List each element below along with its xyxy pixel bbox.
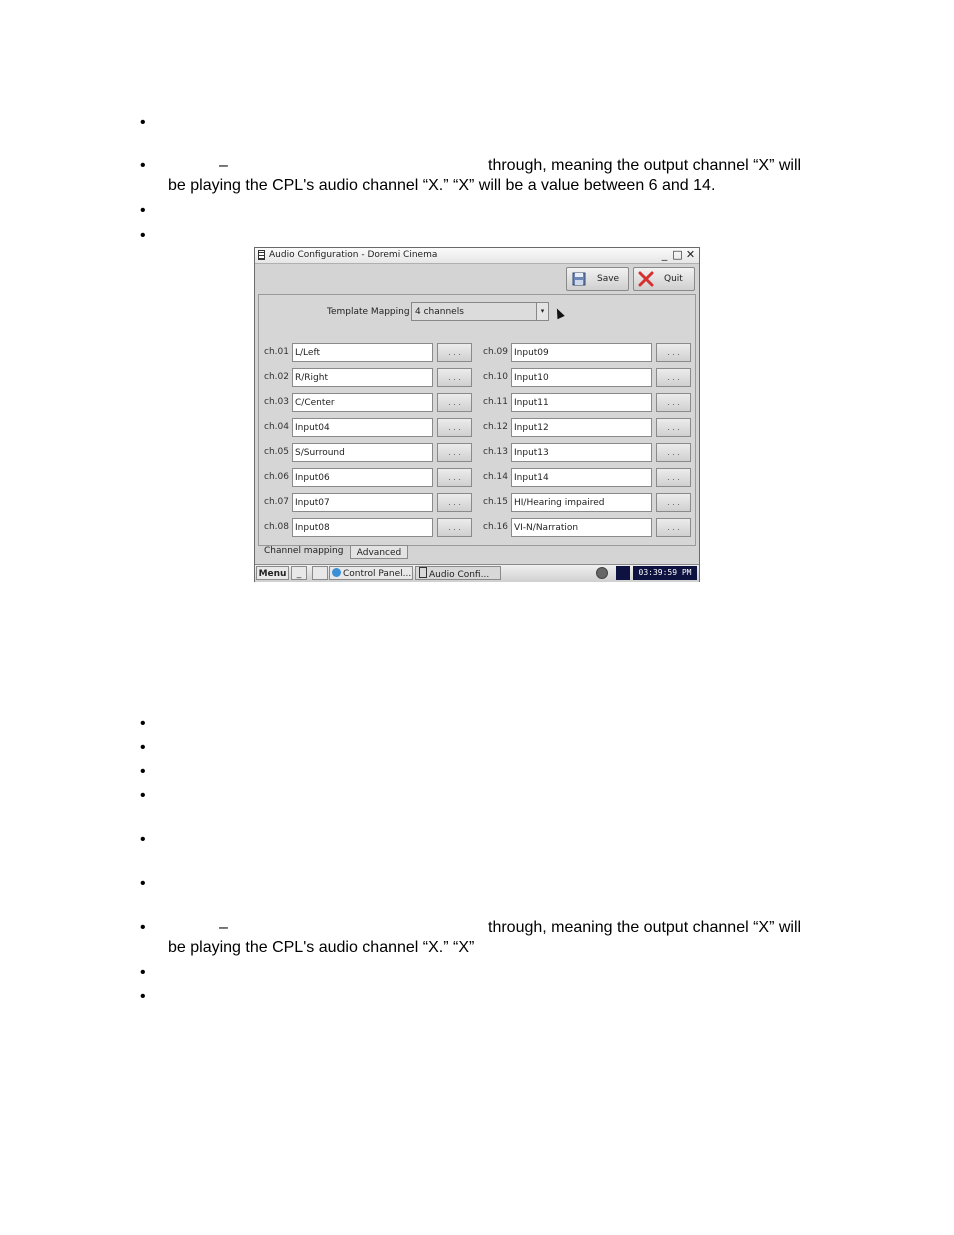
menu-button[interactable]: Menu: [256, 566, 289, 580]
channel-input[interactable]: R/Right: [292, 368, 433, 387]
control-panel-icon: [332, 568, 341, 577]
channel-label: ch.05: [264, 447, 289, 457]
taskbar-control-panel[interactable]: [329, 566, 413, 580]
channel-input[interactable]: Input08: [292, 518, 433, 537]
browse-button[interactable]: . . .: [656, 343, 691, 362]
template-mapping-value: 4 channels: [415, 307, 464, 317]
audio-configuration-window: [254, 247, 700, 582]
channel-input[interactable]: Input11: [511, 393, 652, 412]
quit-label: Quit: [664, 274, 683, 284]
channel-input[interactable]: Input13: [511, 443, 652, 462]
channel-input[interactable]: Input10: [511, 368, 652, 387]
channel-input[interactable]: Input09: [511, 343, 652, 362]
channel-label: ch.08: [264, 522, 289, 532]
channel-label: ch.13: [483, 447, 508, 457]
audio-config-icon: [419, 567, 427, 578]
browse-button[interactable]: . . .: [656, 443, 691, 462]
channel-input[interactable]: Input07: [292, 493, 433, 512]
template-mapping-label: Template Mapping: [327, 307, 410, 317]
para1-line1: through, meaning the output channel “X” will: [488, 157, 802, 174]
browse-button[interactable]: . . .: [656, 418, 691, 437]
channel-input[interactable]: S/Surround: [292, 443, 433, 462]
close-button[interactable]: ✕: [685, 248, 696, 261]
bullet: [140, 113, 146, 133]
tab-channel-mapping[interactable]: Channel mapping: [264, 546, 344, 556]
channel-label: ch.12: [483, 422, 508, 432]
keyboard-icon[interactable]: [312, 566, 328, 580]
browse-button[interactable]: . . .: [437, 468, 472, 487]
para2-dash: –: [219, 919, 228, 936]
tab-advanced[interactable]: Advanced: [350, 545, 408, 559]
channel-label: ch.15: [483, 497, 508, 507]
title-bar: [255, 248, 699, 264]
channel-input[interactable]: Input04: [292, 418, 433, 437]
para1-line2: be playing the CPL's audio channel “X.” “X” will be a value between 6 and 14.: [168, 177, 716, 194]
minimize-button[interactable]: _: [661, 248, 668, 261]
clock: 03:39:59 PM: [633, 566, 697, 580]
status-indicator: [616, 566, 630, 580]
save-button[interactable]: [566, 267, 629, 291]
channel-label: ch.16: [483, 522, 508, 532]
para1-dash: –: [219, 157, 228, 174]
audio-config-label: Audio Confi...: [429, 570, 490, 580]
quit-button[interactable]: [633, 267, 695, 291]
bullet: [140, 226, 146, 246]
channel-label: ch.11: [483, 397, 508, 407]
channel-input[interactable]: L/Left: [292, 343, 433, 362]
taskbar-audio-config[interactable]: [415, 566, 501, 580]
browse-button[interactable]: . . .: [437, 443, 472, 462]
browse-button[interactable]: . . .: [437, 368, 472, 387]
channel-label: ch.10: [483, 372, 508, 382]
channel-label: ch.14: [483, 472, 508, 482]
channel-input[interactable]: HI/Hearing impaired: [511, 493, 652, 512]
floppy-disk-icon: [572, 272, 586, 286]
bullet: [140, 918, 146, 938]
bullet: [140, 156, 146, 176]
bullet: [140, 738, 146, 758]
browse-button[interactable]: . . .: [437, 343, 472, 362]
bullet: [140, 762, 146, 782]
browse-button[interactable]: . . .: [437, 418, 472, 437]
power-icon[interactable]: [596, 567, 608, 579]
browse-button[interactable]: . . .: [437, 393, 472, 412]
bullet: [140, 874, 146, 894]
para2-line2: be playing the CPL's audio channel “X.” “X”: [168, 939, 475, 956]
channel-label: ch.06: [264, 472, 289, 482]
app-icon: [258, 250, 265, 260]
maximize-button[interactable]: □: [672, 248, 683, 261]
channel-input[interactable]: Input06: [292, 468, 433, 487]
channel-input[interactable]: VI-N/Narration: [511, 518, 652, 537]
para2-line1: through, meaning the output channel “X” will: [488, 919, 802, 936]
channel-mapping-panel: [258, 294, 696, 546]
bullet: [140, 714, 146, 734]
save-label: Save: [597, 274, 620, 284]
browse-button[interactable]: . . .: [656, 368, 691, 387]
browse-button[interactable]: . . .: [656, 493, 691, 512]
browse-button[interactable]: . . .: [437, 518, 472, 537]
channel-input[interactable]: Input14: [511, 468, 652, 487]
bullet: [140, 987, 146, 1007]
dropdown-arrow-icon[interactable]: ▾: [536, 303, 548, 320]
channel-label: ch.04: [264, 422, 289, 432]
browse-button[interactable]: . . .: [656, 518, 691, 537]
window-title: Audio Configuration - Doremi Cinema: [269, 250, 438, 260]
control-panel-label: Control Panel...: [343, 569, 412, 579]
channel-input[interactable]: C/Center: [292, 393, 433, 412]
browse-button[interactable]: . . .: [437, 493, 472, 512]
channel-label: ch.03: [264, 397, 289, 407]
taskbar-minimize-button[interactable]: _: [291, 566, 307, 580]
browse-button[interactable]: . . .: [656, 468, 691, 487]
bullet: [140, 963, 146, 983]
channel-label: ch.01: [264, 347, 289, 357]
mouse-cursor-icon: [553, 307, 564, 319]
channel-input[interactable]: Input12: [511, 418, 652, 437]
taskbar: [255, 564, 699, 582]
channel-label: ch.02: [264, 372, 289, 382]
bullet: [140, 201, 146, 221]
bullet: [140, 830, 146, 850]
template-mapping-select[interactable]: [411, 302, 549, 321]
channel-label: ch.09: [483, 347, 508, 357]
bullet: [140, 786, 146, 806]
channel-label: ch.07: [264, 497, 289, 507]
browse-button[interactable]: . . .: [656, 393, 691, 412]
quit-x-icon: [638, 271, 654, 287]
